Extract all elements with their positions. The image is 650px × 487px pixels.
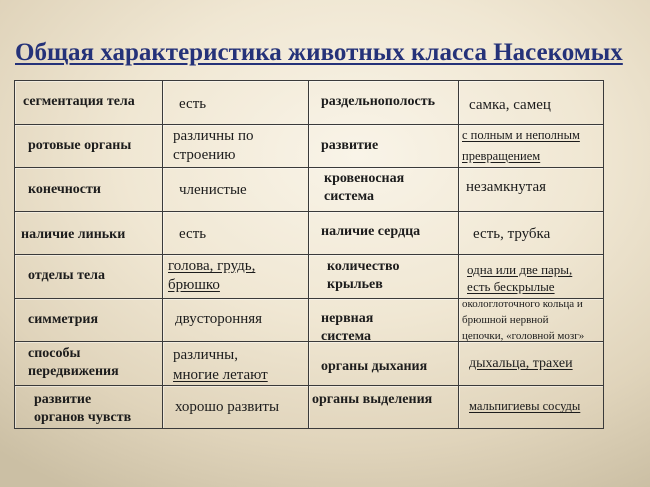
feature-name-text: органов чувств — [34, 409, 132, 425]
feature-name-text: раздельнополость — [321, 94, 436, 110]
feature-name-cell — [15, 125, 163, 169]
feature-value-text: есть — [179, 95, 207, 112]
feature-name-cell — [309, 168, 459, 212]
feature-value-cell — [459, 386, 604, 430]
feature-value-text: есть — [179, 226, 207, 243]
feature-value-text: окологлоточного кольца и — [462, 297, 583, 310]
feature-value-cell — [163, 299, 309, 343]
feature-value-cell — [459, 125, 604, 169]
feature-name-cell — [309, 342, 459, 386]
feature-value-cell — [163, 386, 309, 430]
feature-value-text: членистые — [179, 181, 247, 198]
feature-value-cell — [459, 212, 604, 256]
feature-name-cell — [309, 125, 459, 169]
feature-value-text: дыхальца, трахеи — [469, 355, 573, 371]
feature-value-cell — [163, 168, 309, 212]
feature-value-text: с полным и неполным — [462, 127, 580, 142]
feature-name-cell — [309, 81, 459, 125]
feature-name-text: система — [324, 188, 375, 204]
feature-value-text: строению — [173, 146, 236, 163]
feature-value-text: различны, — [173, 347, 238, 364]
feature-name-text: развитие — [321, 137, 379, 153]
feature-name-text: наличие линьки — [21, 226, 126, 242]
slide-title: Общая характеристика животных класса Насекомых — [15, 39, 623, 66]
feature-value-text: незамкнутая — [466, 178, 547, 195]
feature-name-text: количество — [327, 259, 400, 275]
feature-value-text: одна или две пары, — [467, 261, 573, 277]
feature-name-text: органы выделения — [312, 392, 433, 408]
feature-value-text: есть, трубка — [473, 226, 551, 243]
feature-name-cell — [15, 386, 163, 430]
feature-name-text: способы — [28, 346, 81, 362]
feature-name-text: система — [321, 328, 372, 344]
feature-value-text: двусторонняя — [175, 311, 263, 328]
feature-value-text: мальпигиевы сосуды — [469, 399, 581, 414]
feature-value-cell — [459, 299, 604, 343]
feature-name-text: отделы тела — [28, 268, 106, 284]
feature-value-text: брюшной нервной — [462, 313, 549, 326]
feature-name-text: органы дыхания — [321, 359, 428, 375]
feature-value-cell — [163, 342, 309, 386]
characteristics-table — [14, 80, 604, 429]
feature-value-cell — [163, 125, 309, 169]
feature-name-text: ротовые органы — [28, 137, 132, 153]
feature-name-cell — [309, 386, 459, 430]
feature-name-text: конечности — [28, 182, 101, 198]
feature-value-cell — [459, 81, 604, 125]
feature-value-text: голова, грудь, — [168, 258, 256, 275]
feature-value-cell — [163, 81, 309, 125]
feature-name-cell — [309, 299, 459, 343]
feature-value-cell — [163, 212, 309, 256]
feature-name-text: сегментация тела — [23, 94, 135, 110]
feature-value-text: брюшко — [168, 277, 220, 294]
feature-name-text: кровеносная — [324, 170, 405, 186]
feature-value-text: различны по — [173, 127, 254, 144]
feature-name-text: нервная — [321, 310, 374, 326]
feature-name-cell — [15, 168, 163, 212]
feature-value-text: многие летают — [173, 367, 268, 384]
feature-value-text: самка, самец — [469, 96, 551, 113]
feature-name-cell — [309, 255, 459, 299]
feature-name-cell — [15, 299, 163, 343]
feature-value-cell — [459, 168, 604, 212]
feature-name-cell — [15, 81, 163, 125]
feature-name-text: развитие — [34, 391, 92, 407]
feature-value-cell — [163, 255, 309, 299]
feature-name-cell — [15, 255, 163, 299]
feature-value-text: есть бескрылые — [467, 278, 555, 294]
feature-value-cell — [459, 342, 604, 386]
feature-value-text: цепочки, «головной мозг» — [462, 329, 585, 342]
feature-value-text: превращением — [462, 148, 541, 163]
feature-name-text: симметрия — [28, 311, 99, 327]
feature-name-cell — [309, 212, 459, 256]
feature-name-text: наличие сердца — [321, 223, 421, 239]
feature-name-text: крыльев — [327, 277, 383, 293]
feature-value-cell — [459, 255, 604, 299]
feature-name-cell — [15, 342, 163, 386]
feature-name-cell — [15, 212, 163, 256]
feature-value-text: хорошо развиты — [175, 399, 280, 416]
feature-name-text: передвижения — [28, 364, 119, 380]
